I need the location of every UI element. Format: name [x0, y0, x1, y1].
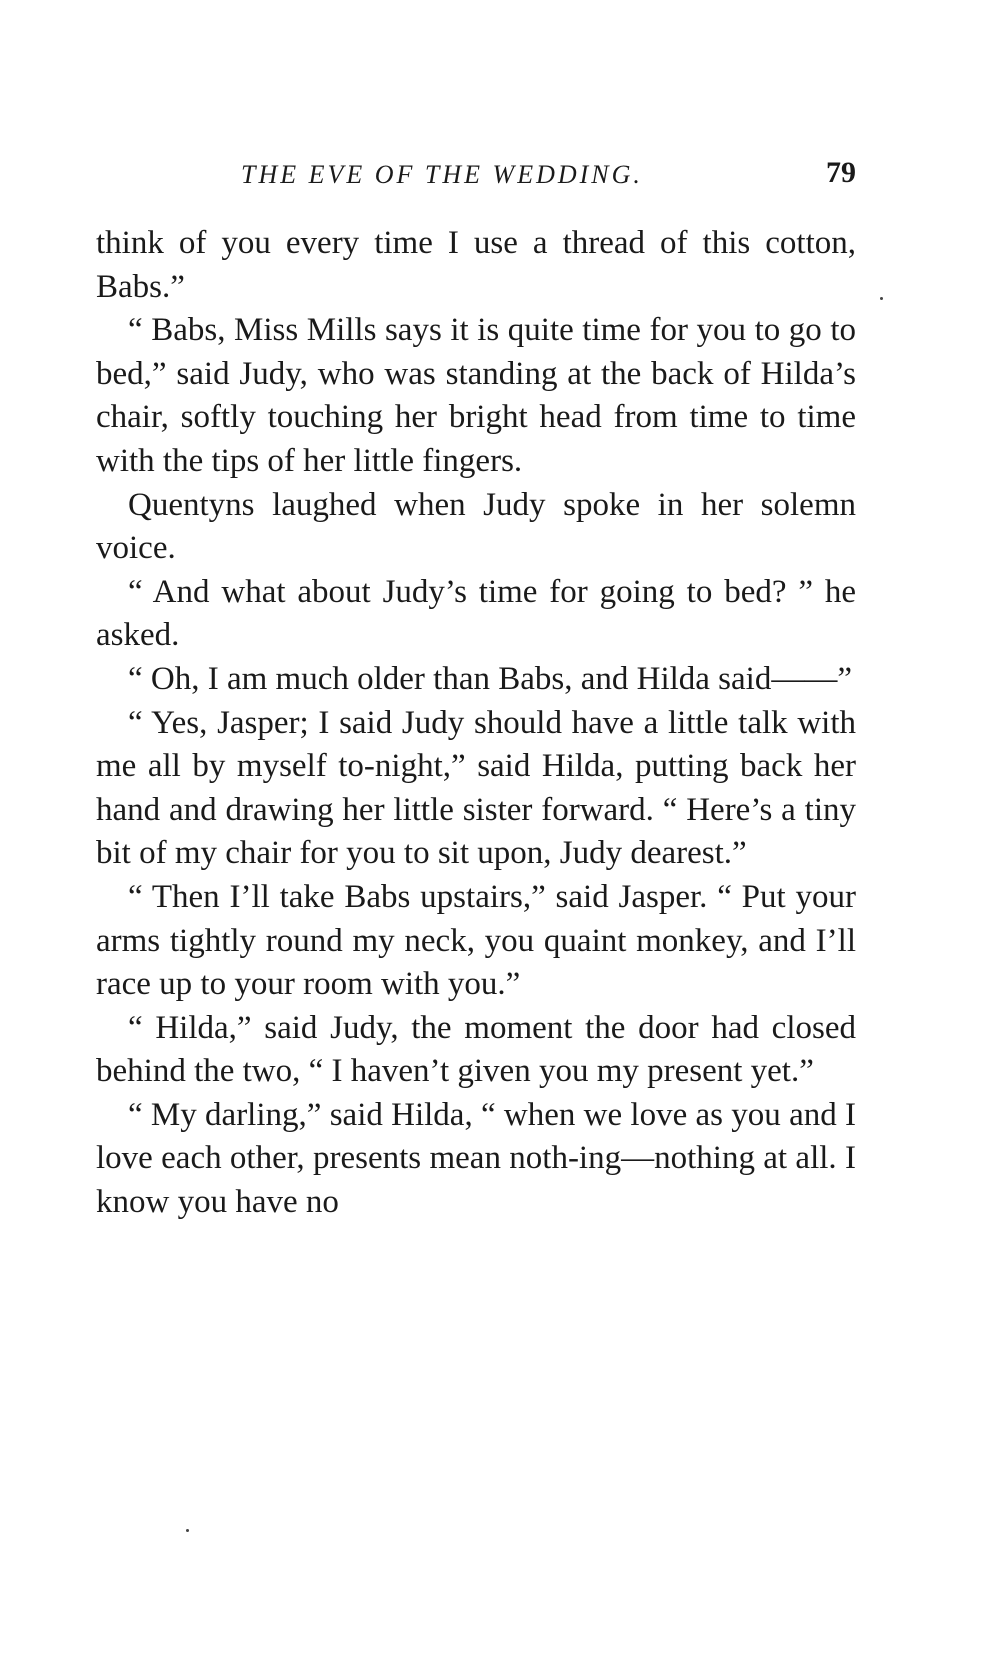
print-speck [880, 297, 883, 300]
paragraph: think of you every time I use a thread of this cotton, Babs.” [96, 225, 856, 305]
paragraph: “ Oh, I am much older than Babs, and Hilda said——” [128, 660, 852, 697]
print-speck [186, 1529, 189, 1532]
paragraph: Quentyns laughed when Judy spoke in her solemn voice. [96, 486, 856, 567]
paragraph: “ Then I’ll take Babs upstairs,” said Jasper. “ Put your arms tightly round my neck, you quaint monkey, and I’ll race up to your room with you.” [96, 878, 856, 1003]
running-title: THE EVE OF THE WEDDING. [241, 160, 643, 189]
body-text [96, 222, 856, 1225]
paragraph: “ My darling,” said Hilda, “ when we love as you and I love each other, presents mean noth-ing—nothing at all. I know you have no [96, 1096, 856, 1221]
paragraph: “ Yes, Jasper; I said Judy should have a little talk with me all by myself to-night,” said Hilda, putting back her hand and drawing her little sister forward. “ Here’s a tiny bit of my chair for you to sit upon, Judy dearest.” [96, 704, 856, 872]
page-number: 79 [826, 156, 856, 189]
running-head [96, 156, 856, 200]
paragraph: “ Hilda,” said Judy, the moment the door had closed behind the two, “ I haven’t given you my present yet.” [96, 1009, 856, 1090]
paragraph: “ Babs, Miss Mills says it is quite time for you to go to bed,” said Judy, who was standing at the back of Hilda’s chair, softly touching her bright head from time to time with the tips of her little fingers. [96, 312, 856, 479]
paragraph: “ And what about Judy’s time for going to bed? ” he asked. [96, 573, 856, 654]
